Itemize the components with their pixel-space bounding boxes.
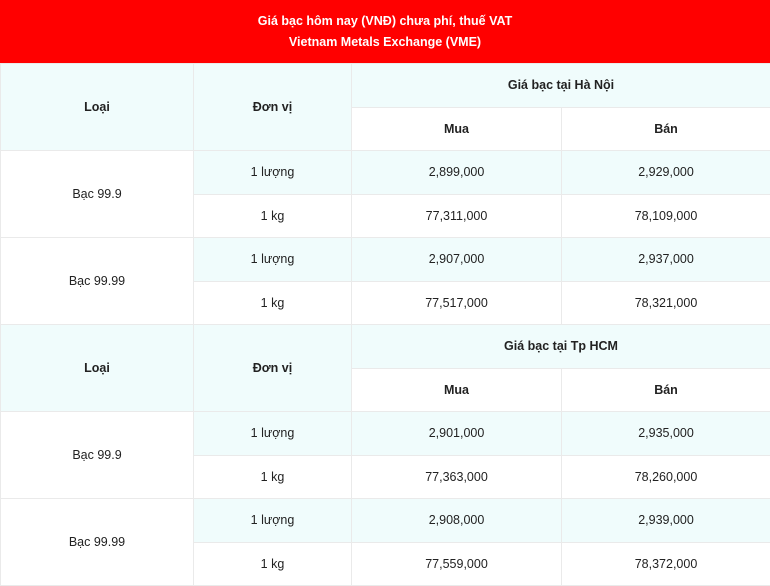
buy-column-header: Mua <box>352 368 562 412</box>
sell-price-cell: 78,321,000 <box>562 281 770 325</box>
unit-cell: 1 kg <box>194 194 352 238</box>
unit-cell: 1 kg <box>194 542 352 586</box>
silver-type-cell: Bạc 99.9 <box>1 412 194 499</box>
type-column-header: Loại <box>1 64 194 151</box>
silver-price-table <box>0 63 770 586</box>
banner-title: Giá bạc hôm nay (VNĐ) chưa phí, thuế VAT <box>258 11 512 32</box>
unit-cell: 1 kg <box>194 455 352 499</box>
unit-cell: 1 lượng <box>194 151 352 195</box>
buy-price-cell: 77,559,000 <box>352 542 562 586</box>
buy-price-cell: 2,901,000 <box>352 412 562 456</box>
sell-price-cell: 78,260,000 <box>562 455 770 499</box>
sell-column-header: Bán <box>562 107 770 151</box>
table-row <box>1 151 770 195</box>
section-header-row <box>1 325 770 369</box>
sell-price-cell: 78,372,000 <box>562 542 770 586</box>
unit-cell: 1 kg <box>194 281 352 325</box>
silver-type-cell: Bạc 99.99 <box>1 238 194 325</box>
sell-price-cell: 2,929,000 <box>562 151 770 195</box>
sell-price-cell: 2,939,000 <box>562 499 770 543</box>
buy-price-cell: 2,899,000 <box>352 151 562 195</box>
region-title: Giá bạc tại Tp HCM <box>352 325 770 369</box>
buy-price-cell: 2,907,000 <box>352 238 562 282</box>
unit-column-header: Đơn vị <box>194 64 352 151</box>
table-banner <box>0 0 770 63</box>
unit-cell: 1 lượng <box>194 499 352 543</box>
sell-column-header: Bán <box>562 368 770 412</box>
table-row <box>1 499 770 543</box>
buy-price-cell: 2,908,000 <box>352 499 562 543</box>
buy-price-cell: 77,363,000 <box>352 455 562 499</box>
silver-type-cell: Bạc 99.9 <box>1 151 194 238</box>
region-title: Giá bạc tại Hà Nội <box>352 64 770 108</box>
silver-type-cell: Bạc 99.99 <box>1 499 194 586</box>
banner-subtitle: Vietnam Metals Exchange (VME) <box>289 32 481 53</box>
type-column-header: Loại <box>1 325 194 412</box>
table-row <box>1 238 770 282</box>
sell-price-cell: 2,935,000 <box>562 412 770 456</box>
sell-price-cell: 78,109,000 <box>562 194 770 238</box>
table-row <box>1 412 770 456</box>
unit-cell: 1 lượng <box>194 412 352 456</box>
buy-price-cell: 77,517,000 <box>352 281 562 325</box>
buy-column-header: Mua <box>352 107 562 151</box>
unit-cell: 1 lượng <box>194 238 352 282</box>
buy-price-cell: 77,311,000 <box>352 194 562 238</box>
sell-price-cell: 2,937,000 <box>562 238 770 282</box>
unit-column-header: Đơn vị <box>194 325 352 412</box>
section-header-row <box>1 64 770 108</box>
